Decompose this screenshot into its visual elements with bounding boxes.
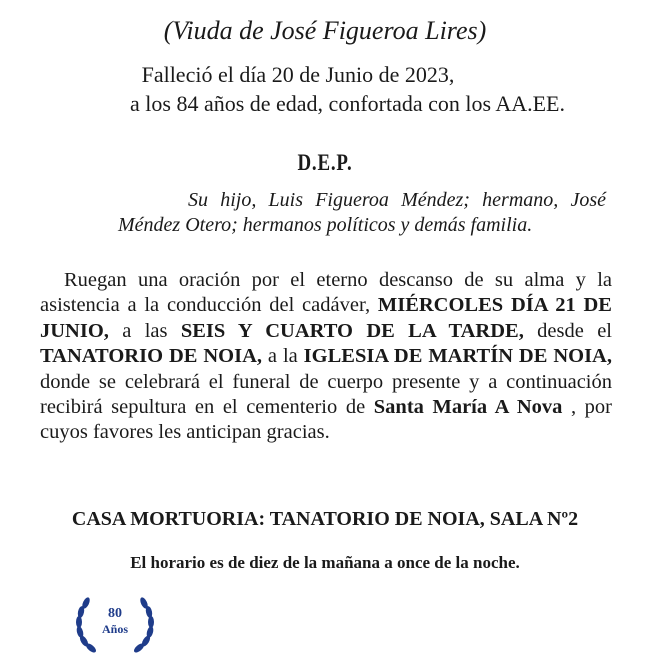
funeral-request-paragraph	[40, 268, 612, 446]
request-text: , por cuyos favores les anticipan gracias.	[40, 396, 612, 444]
request-text: Ruegan una oración por el eterno descanso de su alma y la asistencia a la conducción del cadáver,	[40, 269, 612, 317]
request-date: MIÉRCOLES DÍA 21 DE JUNIO,	[40, 294, 612, 342]
death-age-line: a los 84 años de edad, confortada con los AA.EE.	[130, 91, 565, 116]
visiting-hours-line: El horario es de diez de la mañana a once de la noche.	[130, 553, 520, 572]
request-cemetery: Santa María A Nova	[373, 396, 563, 419]
request-text: a las	[108, 319, 181, 342]
request-church: IGLESIA DE MARTÍN DE NOIA,	[303, 345, 612, 368]
family-mourners: Su hijo, Luis Figueroa Méndez; hermano, José Méndez Otero; hermanos políticos y demás familia.	[118, 189, 606, 236]
death-date-line: Falleció el día 20 de Junio de 2023,	[141, 62, 455, 87]
request-origin: TANATORIO DE NOIA,	[40, 345, 262, 368]
death-announcement	[0, 60, 650, 118]
badge-unit: Años	[101, 622, 128, 636]
dep-heading: D.E.P.	[297, 150, 353, 175]
request-text: desde el	[523, 319, 612, 342]
casa-mortuoria-line: CASA MORTUORIA: TANATORIO DE NOIA, SALA Nº2	[71, 508, 579, 530]
widow-of-line: (Viuda de José Figueroa Lires)	[163, 16, 487, 45]
anniversary-badge	[72, 595, 158, 657]
request-text: a la	[262, 345, 304, 368]
request-text: donde se celebrará el funeral de cuerpo presente y a continuación recibirá sepultura en el cementerio de	[40, 370, 612, 419]
request-time: SEIS Y CUARTO DE LA TARDE,	[180, 319, 524, 342]
badge-number: 80	[108, 606, 122, 621]
